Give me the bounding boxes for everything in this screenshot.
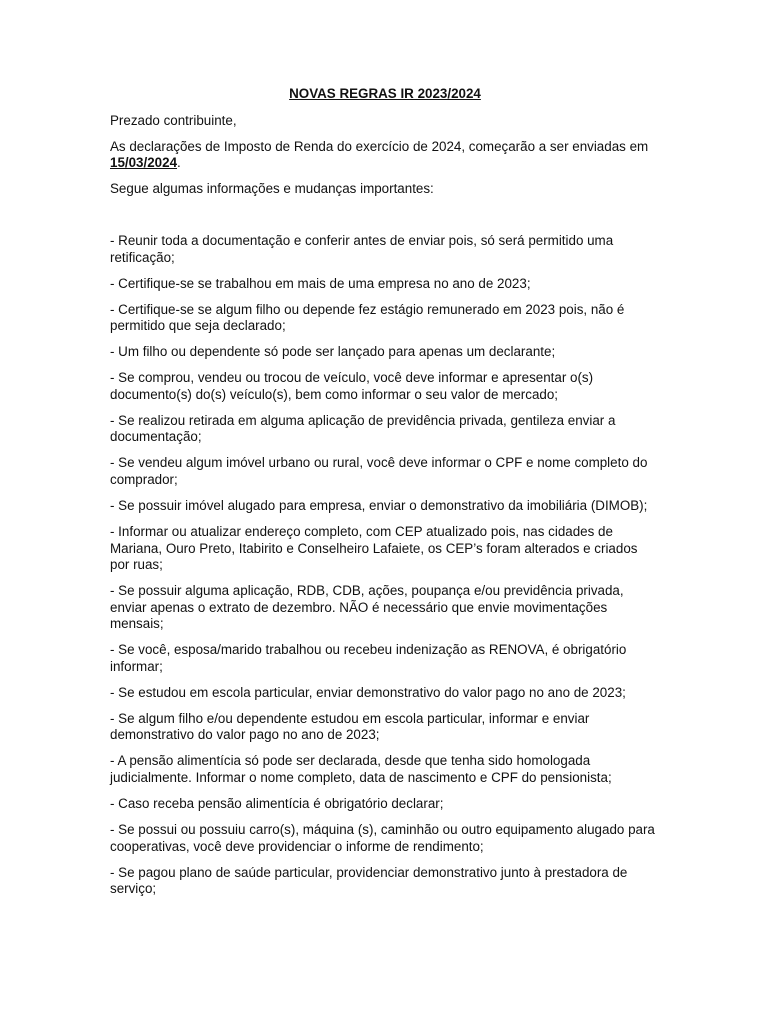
list-item: - Se realizou retirada em alguma aplicação de previdência privada, gentileza enviar a documentação; (110, 412, 616, 445)
list-item: - Reunir toda a documentação e conferir antes de enviar pois, só será permitido uma retificação; (110, 233, 614, 265)
list-item: - Se vendeu algum imóvel urbano ou rural, você deve informar o CPF e nome completo do comprador; (110, 455, 648, 488)
list-item: - Se possuir imóvel alugado para empresa, enviar o demonstrativo da imobiliária (DIMOB); (110, 498, 648, 513)
spacer (110, 207, 660, 233)
lead-paragraph: Segue algumas informações e mudanças importantes: (110, 181, 434, 197)
list-item: - Se algum filho e/ou dependente estudou em escola particular, informar e enviar demonstrativo do valor pago no ano de 2023; (110, 710, 590, 743)
intro-text: As declarações de Imposto de Renda do exercício de 2024, começarão a ser enviadas em (110, 138, 649, 154)
greeting: Prezado contribuinte, (110, 112, 237, 128)
list-item: - Se você, esposa/marido trabalhou ou recebeu indenização as RENOVA, é obrigatório informar; (110, 642, 627, 674)
list-item: - Certifique-se se trabalhou em mais de uma empresa no ano de 2023; (110, 275, 531, 291)
list-item: - Certifique-se se algum filho ou depende fez estágio remunerado em 2023 pois, não é permitido que seja declarado; (110, 301, 625, 334)
list-item: - Se estudou em escola particular, enviar demonstrativo do valor pago no ano de 2023; (110, 684, 626, 700)
list-item: - Se possuir alguma aplicação, RDB, CDB, ações, poupança e/ou previdência privada, enviar apenas o extrato de dezembro. NÃO é necessário que envie movimentações mensais; (110, 583, 624, 632)
list-item: - A pensão alimentícia só pode ser declarada, desde que tenha sido homologada judicialmente. Informar o nome completo, data de nascimento e CPF do pensionista; (110, 753, 612, 786)
list-item: - Se pagou plano de saúde particular, providenciar demonstrativo junto à prestadora de serviço; (110, 864, 628, 897)
list-item: - Um filho ou dependente só pode ser lançado para apenas um declarante; (110, 344, 556, 360)
list-item: - Se possui ou possuiu carro(s), máquina (s), caminhão ou outro equipamento alugado para cooperativas, você deve providenciar o informe de rendimento; (110, 822, 655, 854)
document-title: NOVAS REGRAS IR 2023/2024 (289, 86, 481, 101)
list-item: - Se comprou, vendeu ou trocou de veículo, você deve informar e apresentar o(s) documento(s) do(s) veículo(s), bem como informar o seu valor de mercado; (110, 370, 594, 402)
intro-date: 15/03/2024 (110, 155, 178, 171)
list-item: - Informar ou atualizar endereço completo, com CEP atualizado pois, nas cidades de Mariana, Ouro Preto, Itabirito e Conselheiro Lafaiete, os CEP’s foram alterados e criados por ruas; (110, 523, 638, 573)
intro-paragraph (110, 139, 660, 172)
list-item: - Caso receba pensão alimentícia é obrigatório declarar; (110, 796, 444, 812)
intro-end: . (177, 155, 181, 171)
document-page (110, 86, 660, 907)
